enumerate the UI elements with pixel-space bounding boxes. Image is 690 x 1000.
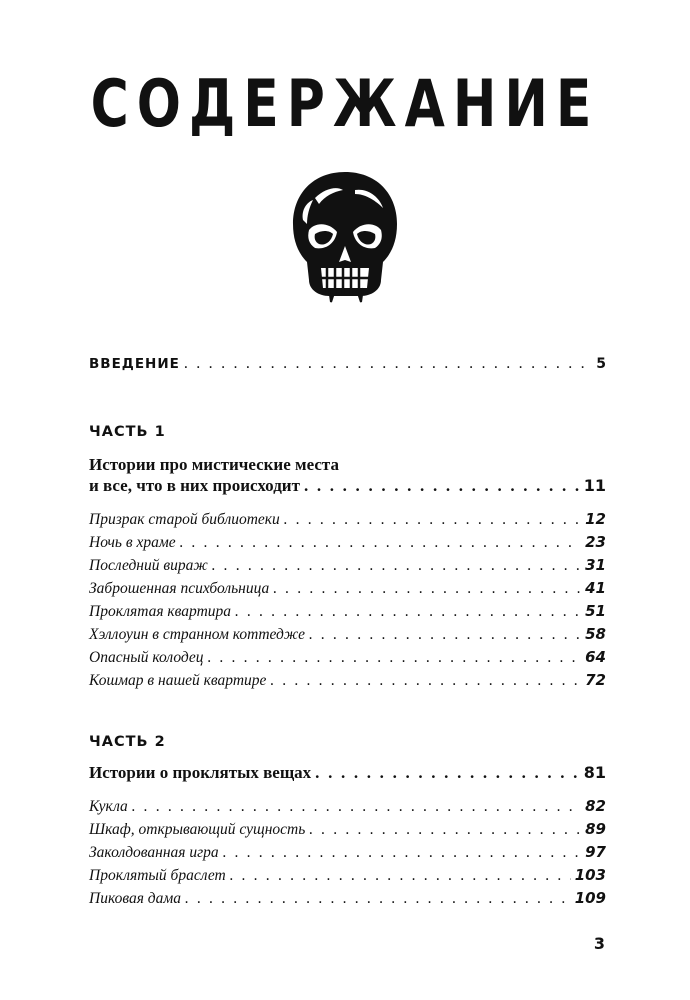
toc-item-title: Хэллоуин в странном коттедже	[89, 626, 305, 643]
toc-item[interactable]	[89, 671, 606, 690]
toc-intro[interactable]	[89, 355, 606, 373]
toc-item[interactable]	[89, 843, 606, 862]
toc-part-2-heading[interactable]	[89, 763, 606, 783]
toc-item[interactable]	[89, 556, 606, 575]
dot-leader	[132, 798, 581, 816]
dot-leader	[180, 534, 582, 552]
toc-item[interactable]	[89, 510, 606, 529]
dot-leader	[270, 672, 581, 690]
toc-item-title: Кошмар в нашей квартире	[89, 672, 267, 689]
toc-intro-label: ВВЕДЕНИЕ	[89, 356, 180, 372]
toc-item-page: 89	[585, 820, 606, 838]
toc-item-page: 23	[585, 533, 606, 551]
dot-leader	[309, 626, 581, 644]
dot-leader	[315, 763, 580, 783]
dot-leader	[304, 476, 580, 496]
page-number: 3	[593, 934, 605, 953]
dot-leader	[230, 867, 571, 885]
toc-item[interactable]	[89, 602, 606, 621]
toc-item-title: Опасный колодец	[89, 649, 204, 666]
toc-item-page: 12	[585, 510, 606, 528]
part-1-heading-line2: и все, что в них происходит	[89, 476, 300, 495]
toc-item[interactable]	[89, 797, 606, 816]
toc-item[interactable]	[89, 820, 606, 839]
toc-intro-page: 5	[596, 356, 606, 372]
part-2-label: ЧАСТЬ 2	[89, 734, 166, 750]
toc-item[interactable]	[89, 533, 606, 552]
toc-item-page: 41	[585, 579, 606, 597]
toc-item-page: 109	[574, 889, 606, 907]
toc-item-title: Проклятая квартира	[89, 603, 232, 620]
toc-item-page: 51	[585, 602, 606, 620]
part-1-heading-line1: Истории про мистические места	[89, 455, 339, 474]
toc-item[interactable]	[89, 579, 606, 598]
toc-item[interactable]	[89, 648, 606, 667]
toc-item-title: Проклятый браслет	[89, 867, 226, 884]
toc-item-title: Кукла	[89, 798, 128, 815]
toc-part-1-heading[interactable]	[89, 476, 606, 496]
dot-leader	[212, 557, 581, 575]
part-1-label: ЧАСТЬ 1	[89, 424, 166, 440]
toc-item-page: 82	[585, 797, 606, 815]
skull-icon	[285, 168, 405, 304]
toc-item-page: 103	[574, 866, 606, 884]
toc-item-page: 97	[585, 843, 606, 861]
part-2-heading-page: 81	[583, 763, 606, 782]
dot-leader	[184, 355, 592, 373]
toc-item-page: 58	[585, 625, 606, 643]
toc-item[interactable]	[89, 866, 606, 885]
dot-leader	[208, 649, 582, 667]
dot-leader	[284, 511, 581, 529]
toc-item-page: 64	[585, 648, 606, 666]
dot-leader	[235, 603, 581, 621]
toc-item-page: 72	[585, 671, 606, 689]
dot-leader	[273, 580, 581, 598]
toc-item-title: Заброшенная психбольница	[89, 580, 270, 597]
toc-item-title: Ночь в храме	[89, 534, 176, 551]
part-1-heading-page: 11	[583, 476, 606, 495]
page-title: СОДЕРЖАНИЕ	[90, 67, 600, 142]
dot-leader	[309, 821, 581, 839]
dot-leader	[185, 890, 571, 908]
part-2-heading: Истории о проклятых вещах	[89, 763, 312, 782]
dot-leader	[223, 844, 581, 862]
toc-item[interactable]	[89, 889, 606, 908]
toc-item-title: Призрак старой библиотеки	[89, 511, 280, 528]
toc-item-title: Заколдованная игра	[89, 844, 219, 861]
toc-item-title: Шкаф, открывающий сущность	[89, 821, 306, 838]
toc-item-title: Последний вираж	[89, 557, 208, 574]
toc-item[interactable]	[89, 625, 606, 644]
toc-item-title: Пиковая дама	[89, 890, 182, 907]
toc-item-page: 31	[585, 556, 606, 574]
